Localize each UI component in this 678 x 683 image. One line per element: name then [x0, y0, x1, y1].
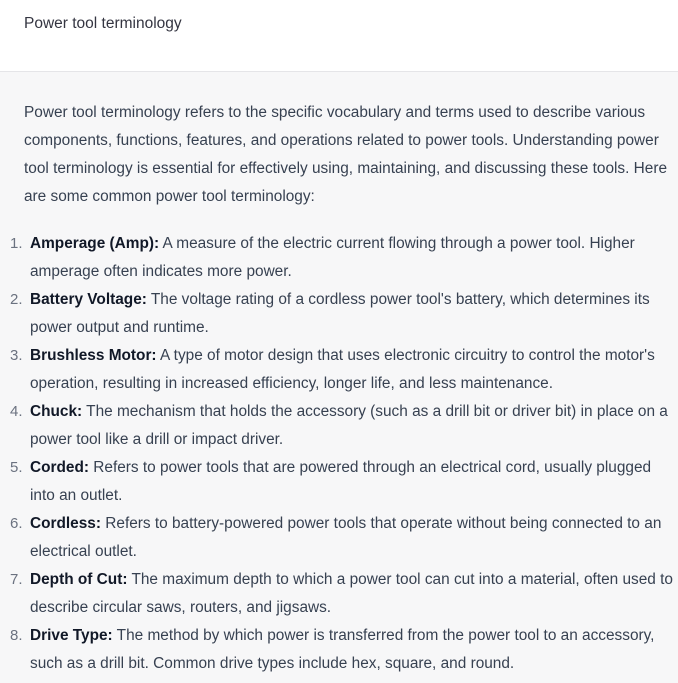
list-item-number: 5.	[10, 459, 23, 476]
list-item-description: The voltage rating of a cordless power tool's battery, which determines its power output and runtime.	[30, 291, 650, 336]
list-item	[0, 230, 674, 286]
list-item-number: 7.	[10, 571, 23, 588]
list-item-number: 8.	[10, 627, 23, 644]
list-item	[0, 286, 674, 342]
user-message-text: Power tool terminology	[24, 15, 182, 32]
list-item-description: A measure of the electric current flowing through a power tool. Higher amperage often indicates more power.	[30, 235, 635, 280]
list-item	[0, 622, 674, 678]
user-message	[0, 0, 678, 72]
list-item-description: The mechanism that holds the accessory (such as a drill bit or driver bit) in place on a power tool like a drill or impact driver.	[30, 403, 668, 448]
response-intro: Power tool terminology refers to the specific vocabulary and terms used to describe various components, functions, features, and operations related to power tools. Understanding power tool terminology is essential for effectively using, maintaining, and discussing these tools. Here are some common power tool terminology:	[24, 104, 668, 205]
list-item	[0, 454, 674, 510]
list-item-description: Refers to power tools that are powered through an electrical cord, usually plugged into an outlet.	[30, 459, 652, 504]
list-item-number: 4.	[10, 403, 23, 420]
list-item-description: Refers to battery-powered power tools that operate without being connected to an electrical outlet.	[30, 515, 662, 560]
list-item-term: Drive Type:	[30, 627, 113, 644]
list-item-term: Battery Voltage:	[30, 291, 147, 308]
list-item-term: Depth of Cut:	[30, 571, 128, 588]
list-item-number: 2.	[10, 291, 23, 308]
list-item	[0, 398, 674, 454]
list-item	[0, 342, 674, 398]
list-item-description: The method by which power is transferred from the power tool to an accessory, such as a drill bit. Common drive types include hex, square, and round.	[30, 627, 655, 672]
list-item-term: Brushless Motor:	[30, 347, 157, 364]
list-item-number: 1.	[10, 235, 23, 252]
list-item-term: Amperage (Amp):	[30, 235, 160, 252]
assistant-response	[0, 73, 678, 683]
terminology-list	[0, 230, 678, 678]
list-item	[0, 510, 674, 566]
list-item-description: A type of motor design that uses electronic circuitry to control the motor's operation, resulting in increased efficiency, longer life, and less maintenance.	[30, 347, 655, 392]
list-item-number: 6.	[10, 515, 23, 532]
list-item-description: The maximum depth to which a power tool can cut into a material, often used to describe circular saws, routers, and jigsaws.	[30, 571, 673, 616]
list-item-term: Corded:	[30, 459, 89, 476]
list-item	[0, 566, 674, 622]
list-item-term: Chuck:	[30, 403, 83, 420]
list-item-term: Cordless:	[30, 515, 101, 532]
list-item-number: 3.	[10, 347, 23, 364]
